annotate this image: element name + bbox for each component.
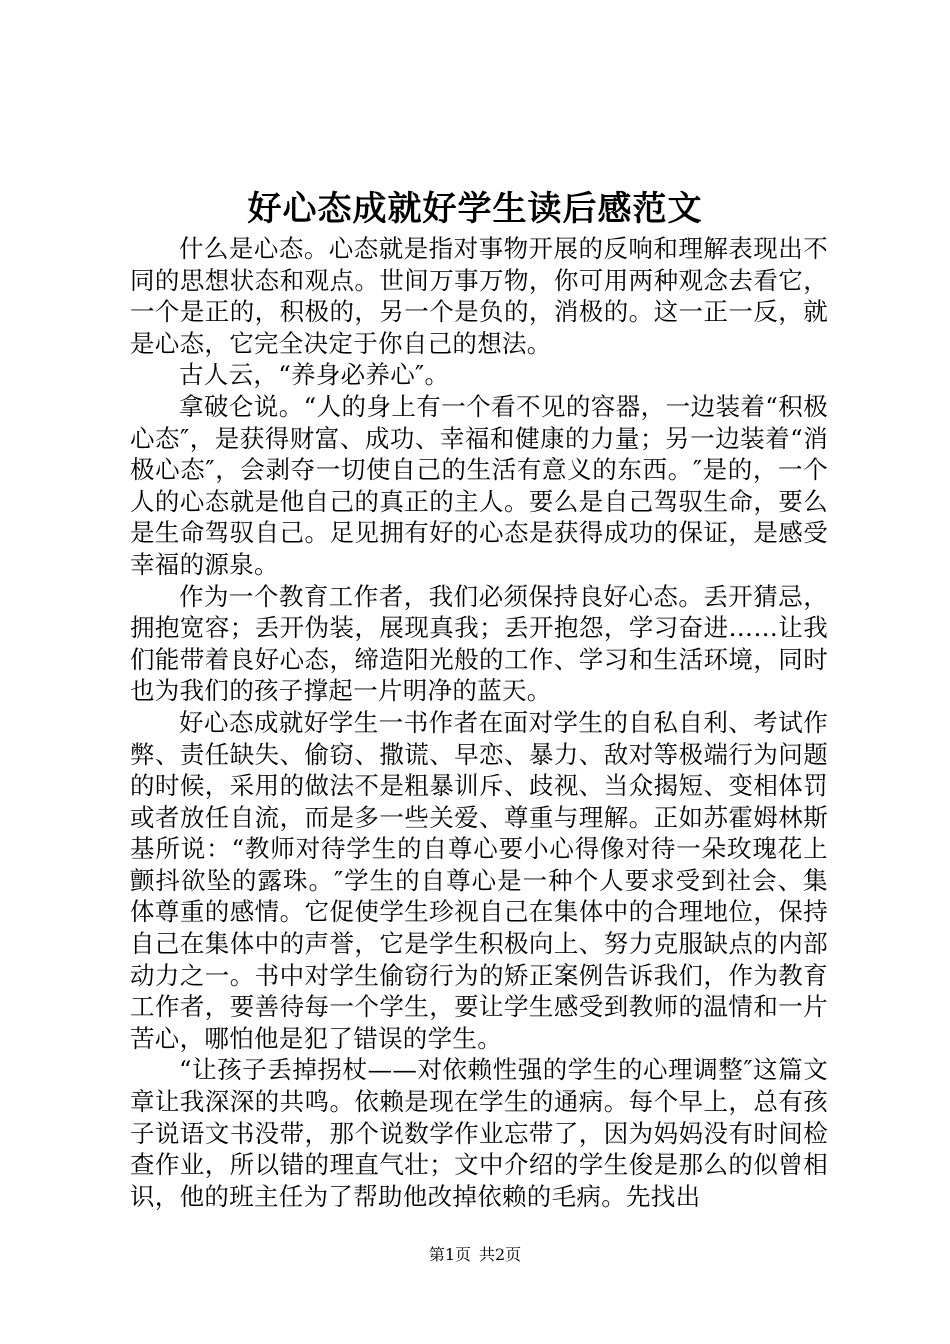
page-number: 第1页: [428, 1245, 471, 1264]
paragraph: 什么是心态。心态就是指对事物开展的反响和理解表现出不同的思想状态和观点。世间万事万物，你可用两种观念去看它，一个是正的，积极的，另一个是负的，消极的。这一正一反，就是心态，它完全决定于你自己的想法。: [130, 234, 828, 358]
page-footer: [0, 1244, 950, 1266]
document-body: [130, 233, 828, 1212]
document-title: 好心态成就好学生读后感范文: [247, 189, 703, 229]
paragraph: 作为一个教育工作者，我们必须保持良好心态。丢开猜忌，拥抱宽容；丢开伪装，展现真我；丢开抱怨，学习奋进……让我们能带着良好心态，缔造阳光般的工作、学习和生活环境，同时也为我们的孩子撑起一片明净的蓝天。: [130, 581, 828, 706]
paragraph: 古人云，“养身必养心″。: [179, 360, 450, 390]
page-total: 共2页: [479, 1245, 522, 1264]
paragraph: 好心态成就好学生一书作者在面对学生的自私自利、考试作弊、责任缺失、偷窃、撒谎、早恋、暴力、敌对等极端行为问题的时候，采用的做法不是粗暴训斥、歧视、当众揭短、变相体罚或者放任自流，而是多一些关爱、尊重与理解。正如苏霍姆林斯基所说：“教师对待学生的自尊心要小心得像对待一朵玫瑰花上颤抖欲坠的露珠。″学生的自尊心是一种个人要求受到社会、集体尊重的感情。它促使学生珍视自己在集体中的合理地位，保持自己在集体中的声誉，它是学生积极向上、努力克服缺点的内部动力之一。书中对学生偷窃行为的矫正案例告诉我们，作为教育工作者，要善待每一个学生，要让学生感受到教师的温情和一片苦心，哪怕他是犯了错误的学生。: [130, 707, 828, 1053]
paragraph: 拿破仑说。“人的身上有一个看不见的容器，一边装着“积极心态″，是获得财富、成功、幸福和健康的力量；另一边装着“消极心态″，会剥夺一切使自己的生活有意义的东西。″是的，一个人的心态就是他自己的真正的主人。要么是自己驾驭生命，要么是生命驾驭自己。足见拥有好的心态是获得成功的保证，是感受幸福的源泉。: [130, 391, 828, 579]
paragraph: “让孩子丢掉拐杖——对依赖性强的学生的心理调整″这篇文章让我深深的共鸣。依赖是现在学生的通病。每个早上，总有孩子说语文书没带，那个说数学作业忘带了，因为妈妈没有时间检查作业，所以错的理直气壮；文中介绍的学生俊是那么的似曾相识，他的班主任为了帮助他改掉依赖的毛病。先找出: [130, 1055, 828, 1211]
